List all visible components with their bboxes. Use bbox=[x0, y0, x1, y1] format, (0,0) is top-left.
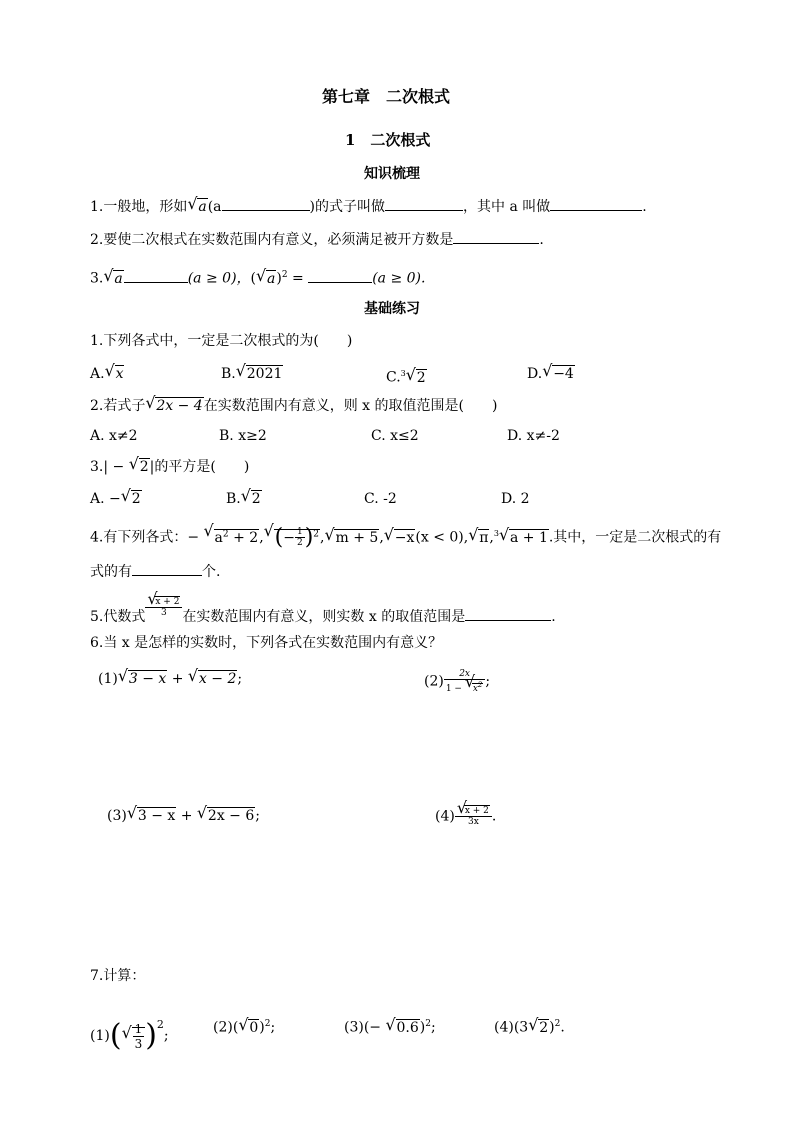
q7-part-1: (1)( √ $\frac{1}{3}$ )$^2$; bbox=[90, 1005, 169, 1049]
q7-part-2: (2)(√ 0)$^2$; bbox=[213, 1014, 275, 1038]
k1-prefix: 1.一般地，形如 bbox=[90, 199, 188, 215]
q1-option-a[interactable]: A.√ x bbox=[90, 364, 124, 384]
blank[interactable] bbox=[222, 196, 310, 211]
question-6-stem: 6.当 x 是怎样的实数时，下列各式在实数范围内有意义？ bbox=[90, 635, 443, 651]
blank[interactable] bbox=[385, 196, 463, 211]
chapter-title: 第七章 二次根式 bbox=[322, 87, 451, 106]
blank[interactable] bbox=[465, 606, 551, 621]
q6-part-4: (4) √ $\frac{x + 2}{3x}$ . bbox=[435, 806, 496, 827]
q1-option-c[interactable]: C.$^3$√ 2 bbox=[386, 364, 427, 388]
knowledge-heading: 知识梳理 bbox=[364, 166, 420, 182]
blank[interactable] bbox=[550, 196, 642, 211]
blank[interactable] bbox=[308, 268, 372, 283]
q2-option-a[interactable]: A. x≠2 bbox=[90, 428, 138, 444]
q6-part-2: (2) $\frac{2x}{1 - √ x^2}$ ; bbox=[424, 669, 490, 694]
q6-part-1: (1)√ 3 − x + √ x − 2; bbox=[98, 669, 242, 689]
question-1-stem: 1.下列各式中，一定是二次根式的为( ) bbox=[90, 333, 353, 349]
q3-option-c[interactable]: C. -2 bbox=[364, 491, 397, 507]
q3-option-b[interactable]: B.√ 2 bbox=[226, 489, 262, 509]
question-2-stem: 2.若式子√ 2x − 4在实数范围内有意义，则 x 的取值范围是( ) bbox=[90, 396, 497, 416]
q1-option-d[interactable]: D.√ −4 bbox=[527, 364, 575, 384]
q7-part-3: (3)(− √ 0.6)$^2$; bbox=[344, 1014, 436, 1038]
practice-heading: 基础练习 bbox=[364, 301, 420, 317]
knowledge-item-3: 3.√ a (a ≥ 0)，(√ a)$^2$ = (a ≥ 0). bbox=[90, 265, 425, 289]
q6-part-3: (3)√ 3 − x + √ 2x − 6; bbox=[107, 806, 260, 826]
knowledge-item-1: 1.一般地，形如√ a(a )的式子叫做 ，其中 a 叫做 . bbox=[90, 196, 647, 217]
q7-part-4: (4)(3√ 2)$^2$. bbox=[494, 1014, 565, 1038]
q1-option-b[interactable]: B.√ 2021 bbox=[221, 364, 283, 384]
q3-option-d[interactable]: D. 2 bbox=[501, 491, 530, 507]
q2-option-d[interactable]: D. x≠-2 bbox=[507, 428, 560, 444]
blank[interactable] bbox=[124, 268, 188, 283]
sqrt-a: √ a bbox=[188, 197, 207, 217]
question-3-stem: 3.| − √ 2|的平方是( ) bbox=[90, 457, 249, 477]
q2-option-c[interactable]: C. x≤2 bbox=[371, 428, 419, 444]
question-5-stem: 5.代数式 √ $\frac{x + 2}{3}$ 在实数范围内有意义，则实数 x 的取值范围是 . bbox=[90, 597, 556, 627]
blank[interactable] bbox=[453, 229, 539, 244]
section-title: 1 二次根式 bbox=[345, 131, 431, 149]
question-7-stem: 7.计算： bbox=[90, 968, 146, 984]
q2-option-b[interactable]: B. x≥2 bbox=[219, 428, 267, 444]
knowledge-item-2: 2.要使二次根式在实数范围内有意义，必须满足被开方数是 . bbox=[90, 229, 544, 250]
q3-option-a[interactable]: A. −√ 2 bbox=[90, 489, 142, 509]
question-4-stem: 4.有下列各式：− √ $a^2 + 2,√$ (− $\frac{1}{2}$ )$^2$,√ m + 5,√ −x(x < 0),√ π,$^3$√ a + 1.其中，一定是二次根式的有 bbox=[90, 524, 721, 548]
question-4-line2: 式的有 个. bbox=[90, 561, 220, 582]
blank[interactable] bbox=[132, 561, 202, 576]
